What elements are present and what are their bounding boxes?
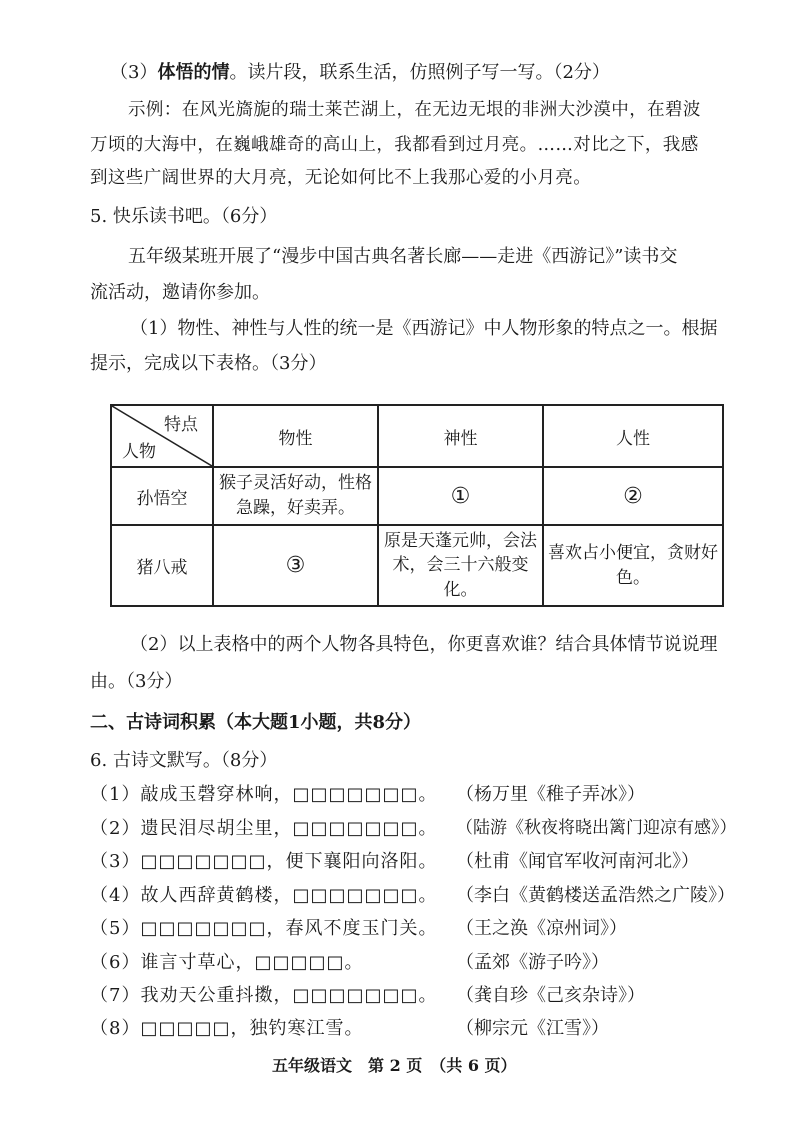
q5-sub1-line-1: （1）物性、神性与人性的统一是《西游记》中人物形象的特点之一。根据 [130, 318, 718, 339]
cell-sunwukong-divine[interactable]: ① [378, 467, 543, 525]
q4-3-heading [110, 64, 610, 82]
header-human: 人性 [543, 405, 723, 467]
poem-item-4[interactable]: （4）故人西辞黄鹤楼，□□□□□□□。 [90, 885, 438, 906]
q5-sub2-line-1: （2）以上表格中的两个人物各具特色，你更喜欢谁？结合具体情节说说理 [130, 634, 718, 655]
q5-sub1-line-2: 提示，完成以下表格。（3分） [90, 353, 327, 374]
corner-bottom-label: 人物 [122, 442, 156, 462]
character-trait-table [110, 404, 724, 607]
q4-3-title: 体悟的情 [157, 62, 230, 83]
poem-item-2[interactable]: （2）遗民泪尽胡尘里，□□□□□□□。 [90, 818, 438, 839]
q5-title: 5. 快乐读书吧。（6分） [90, 206, 278, 227]
q4-3-example-line-3: 到这些广阔世界的大月亮，无论如何比不上我那心爱的小月亮。 [90, 168, 592, 188]
header-physical: 物性 [213, 405, 378, 467]
poem-item-1[interactable]: （1）敲成玉磬穿林响，□□□□□□□。 [90, 784, 438, 805]
poem-item-6[interactable]: （6）谁言寸草心，□□□□□。 [90, 952, 364, 973]
q5-intro-line-1: 五年级某班开展了“漫步中国古典名著长廊——走进《西游记》”读书交 [128, 246, 678, 267]
cell-zhubajie-physical[interactable]: ③ [213, 525, 378, 606]
section-2-heading: 二、古诗词积累（本大题1小题，共8分） [90, 712, 422, 733]
q4-3-example-line-1: 示例：在风光旖旎的瑞士莱芒湖上，在无边无垠的非洲大沙漠中，在碧波 [128, 100, 701, 120]
page-footer: 五年级语文 第 2 页 （共 6 页） [272, 1056, 517, 1075]
poem-source-1: （杨万里《稚子弄冰》） [456, 784, 645, 805]
row-name-sunwukong: 孙悟空 [111, 467, 213, 525]
q5-sub2-line-2: 由。（3分） [90, 671, 183, 692]
poem-source-3: （杜甫《闻官军收河南河北》） [456, 851, 699, 872]
q4-3-instruction: 。读片段，联系生活，仿照例子写一写。（2分） [229, 62, 610, 83]
poem-item-7[interactable]: （7）我劝天公重抖擞，□□□□□□□。 [90, 985, 438, 1006]
q6-title: 6. 古诗文默写。（8分） [90, 750, 278, 771]
q4-3-number: （3） [110, 62, 158, 83]
table-corner-cell [111, 405, 213, 467]
poem-source-5: （王之涣《凉州词》） [456, 918, 627, 939]
poem-source-6: （孟郊《游子吟》） [456, 952, 609, 973]
poem-source-7: （龚自珍《己亥杂诗》） [456, 985, 645, 1006]
header-divine: 神性 [378, 405, 543, 467]
q4-3-example-line-2: 万顷的大海中，在巍峨雄奇的高山上，我都看到过月亮。……对比之下，我感 [90, 135, 699, 155]
poem-source-2: （陆游《秋夜将晓出篱门迎凉有感》） [456, 818, 737, 838]
row-name-zhubajie: 猪八戒 [111, 525, 213, 606]
cell-sunwukong-physical: 猴子灵活好动，性格急躁，好卖弄。 [213, 467, 378, 525]
corner-top-label: 特点 [164, 415, 198, 435]
q5-intro-line-2: 流活动，邀请你参加。 [90, 282, 270, 303]
poem-item-3[interactable]: （3）□□□□□□□，便下襄阳向洛阳。 [90, 851, 438, 872]
cell-sunwukong-human[interactable]: ② [543, 467, 723, 525]
cell-zhubajie-divine: 原是天蓬元帅，会法术，会三十六般变化。 [378, 525, 543, 606]
cell-zhubajie-human: 喜欢占小便宜，贪财好色。 [543, 525, 723, 606]
poem-source-4: （李白《黄鹤楼送孟浩然之广陵》） [456, 885, 735, 906]
poem-item-5[interactable]: （5）□□□□□□□，春风不度玉门关。 [90, 918, 438, 939]
poem-item-8[interactable]: （8）□□□□□，独钓寒江雪。 [90, 1018, 364, 1039]
poem-source-8: （柳宗元《江雪》） [456, 1018, 609, 1039]
